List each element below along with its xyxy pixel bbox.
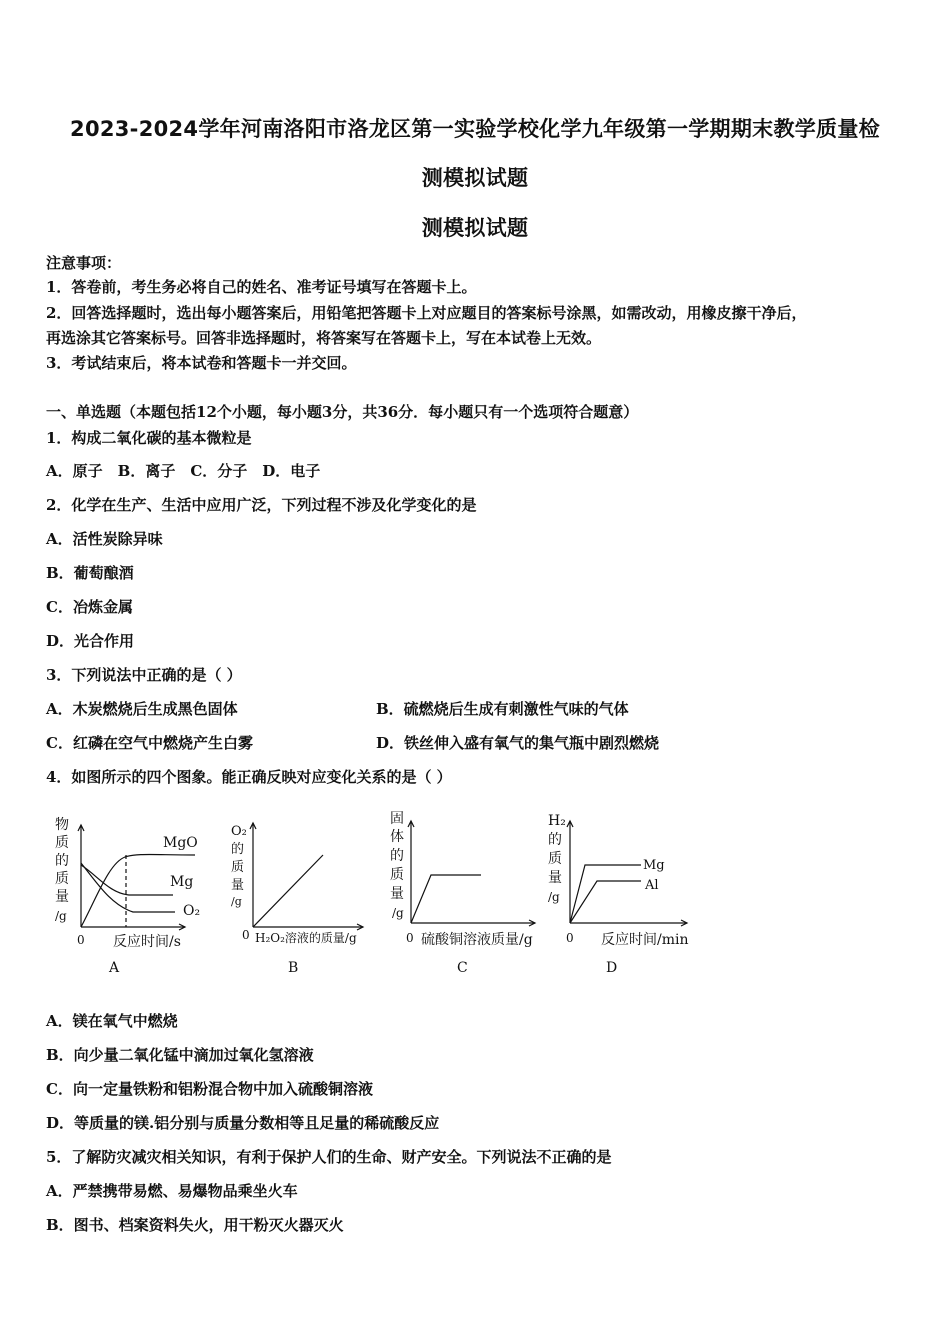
question-3-stem: 3．下列说法中正确的是（ ） <box>46 666 242 684</box>
graph-c-ylabel <box>390 811 404 920</box>
question-4-figure <box>45 805 705 985</box>
question-2-stem: 2．化学在生产、生活中应用广泛，下列过程不涉及化学变化的是 <box>46 496 477 514</box>
svg-text:/g: /g <box>392 906 404 920</box>
question-1-options: A．原子 B．离子 C．分子 D．电子 <box>46 462 321 480</box>
svg-text:的: 的 <box>231 842 245 857</box>
graph-d-xlabel: 反应时间/min <box>601 932 689 948</box>
graph-a-xlabel: 反应时间/s <box>113 934 181 950</box>
graph-d-axes <box>567 821 687 926</box>
svg-text:量: 量 <box>548 870 562 886</box>
question-4-stem: 4．如图所示的四个图象。能正确反映对应变化关系的是（ ） <box>46 768 452 786</box>
notice-item: 1．答卷前，考生务必将自己的姓名、准考证号填写在答题卡上。 <box>46 278 477 296</box>
question-5-stem: 5．了解防灾减灾相关知识，有利于保护人们的生命、财产安全。下列说法不正确的是 <box>46 1148 612 1166</box>
question-4-option: D．等质量的镁.铝分别与质量分数相等且足量的稀硫酸反应 <box>46 1114 440 1132</box>
svg-text:/g: /g <box>55 909 67 923</box>
question-3-option: C．红磷在空气中燃烧产生白雾 <box>46 734 253 752</box>
graph-d-line-al <box>570 881 641 923</box>
question-1-stem: 1．构成二氧化碳的基本微粒是 <box>46 429 252 447</box>
question-2-option: D．光合作用 <box>46 632 135 650</box>
section-heading: 一、单选题（本题包括12个小题，每小题3分，共36分．每小题只有一个选项符合题意） <box>46 403 639 421</box>
graph-a-caption: A <box>109 960 120 976</box>
question-4-option: B．向少量二氧化锰中滴加过氧化氢溶液 <box>46 1046 314 1064</box>
svg-text:质: 质 <box>390 867 404 883</box>
svg-text:的: 的 <box>390 848 404 864</box>
svg-text:的: 的 <box>55 853 69 869</box>
svg-text:H₂: H₂ <box>548 813 566 829</box>
graph-d-line-mg <box>570 865 641 923</box>
graph-b-caption: B <box>288 960 299 976</box>
question-5-option: A．严禁携带易燃、易爆物品乘坐火车 <box>46 1182 298 1200</box>
svg-text:质: 质 <box>231 860 245 875</box>
notice-item: 2．回答选择题时，选出每小题答案后，用铅笔把答题卡上对应题目的答案标号涂黑，如需改动，用橡皮擦干净后， <box>46 304 807 322</box>
graph-b-xlabel: H₂O₂溶液的质量/g <box>255 931 357 945</box>
question-4-option: C．向一定量铁粉和铝粉混合物中加入硫酸铜溶液 <box>46 1080 373 1098</box>
graph-d-origin: 0 <box>566 931 574 945</box>
exam-title-line-1: 2023-2024学年河南洛阳市洛龙区第一实验学校化学九年级第一学期期末教学质量检 <box>70 117 880 141</box>
graph-a-origin: 0 <box>77 933 85 947</box>
question-2-option: A．活性炭除异味 <box>46 530 163 548</box>
svg-text:质: 质 <box>55 871 69 887</box>
svg-text:量: 量 <box>390 886 404 902</box>
svg-text:固: 固 <box>390 811 404 827</box>
graph-b-ylabel <box>231 824 247 908</box>
svg-text:质: 质 <box>548 851 562 867</box>
graph-d-caption: D <box>606 960 618 976</box>
svg-text:/g: /g <box>548 890 560 904</box>
notice-item: 3．考试结束后，将本试卷和答题卡一并交回。 <box>46 354 357 372</box>
svg-text:质: 质 <box>55 835 69 851</box>
exam-title-line-3: 测模拟试题 <box>421 216 529 240</box>
graph-a-curve-mgo <box>81 855 195 928</box>
svg-text:/g: /g <box>231 895 242 908</box>
graph-a-series-label: MgO <box>163 835 198 851</box>
graph-d-series-label: Mg <box>643 858 665 873</box>
svg-text:体: 体 <box>390 829 404 845</box>
question-3-option: A．木炭燃烧后生成黑色固体 <box>46 700 238 718</box>
graph-d-ylabel <box>548 813 566 904</box>
graph-b-line <box>253 855 323 927</box>
svg-text:的: 的 <box>548 832 562 848</box>
question-2-option: C．冶炼金属 <box>46 598 133 616</box>
graph-c-axes <box>408 821 535 926</box>
graph-c-xlabel: 硫酸铜溶液质量/g <box>421 932 533 948</box>
exam-title-line-2: 测模拟试题 <box>421 166 529 190</box>
graph-c-origin: 0 <box>406 931 414 945</box>
question-4-option: A．镁在氧气中燃烧 <box>46 1012 178 1030</box>
graph-b-axes <box>250 823 363 930</box>
graph-a-curve-o2 <box>81 863 175 912</box>
svg-text:物: 物 <box>55 817 69 833</box>
notice-heading: 注意事项： <box>46 254 122 272</box>
question-3-option: D．铁丝伸入盛有氧气的集气瓶中剧烈燃烧 <box>376 734 660 752</box>
graph-c-caption: C <box>457 960 468 976</box>
graph-a-series-label: Mg <box>170 874 194 890</box>
question-3-option: B．硫燃烧后生成有刺激性气味的气体 <box>376 700 629 718</box>
svg-text:量: 量 <box>55 889 69 905</box>
question-2-option: B．葡萄酿酒 <box>46 564 134 582</box>
svg-text:O₂: O₂ <box>231 824 247 839</box>
svg-text:量: 量 <box>231 878 245 893</box>
graph-b-origin: 0 <box>242 928 250 942</box>
graph-a-series-label: O₂ <box>183 903 201 919</box>
question-5-option: B．图书、档案资料失火，用干粉灭火器灭火 <box>46 1216 344 1234</box>
notice-item: 再选涂其它答案标号。回答非选择题时，将答案写在答题卡上，写在本试卷上无效。 <box>46 329 602 347</box>
graph-a-ylabel <box>55 816 69 923</box>
graph-c-line <box>411 875 481 923</box>
graph-d-series-label: Al <box>645 878 659 893</box>
